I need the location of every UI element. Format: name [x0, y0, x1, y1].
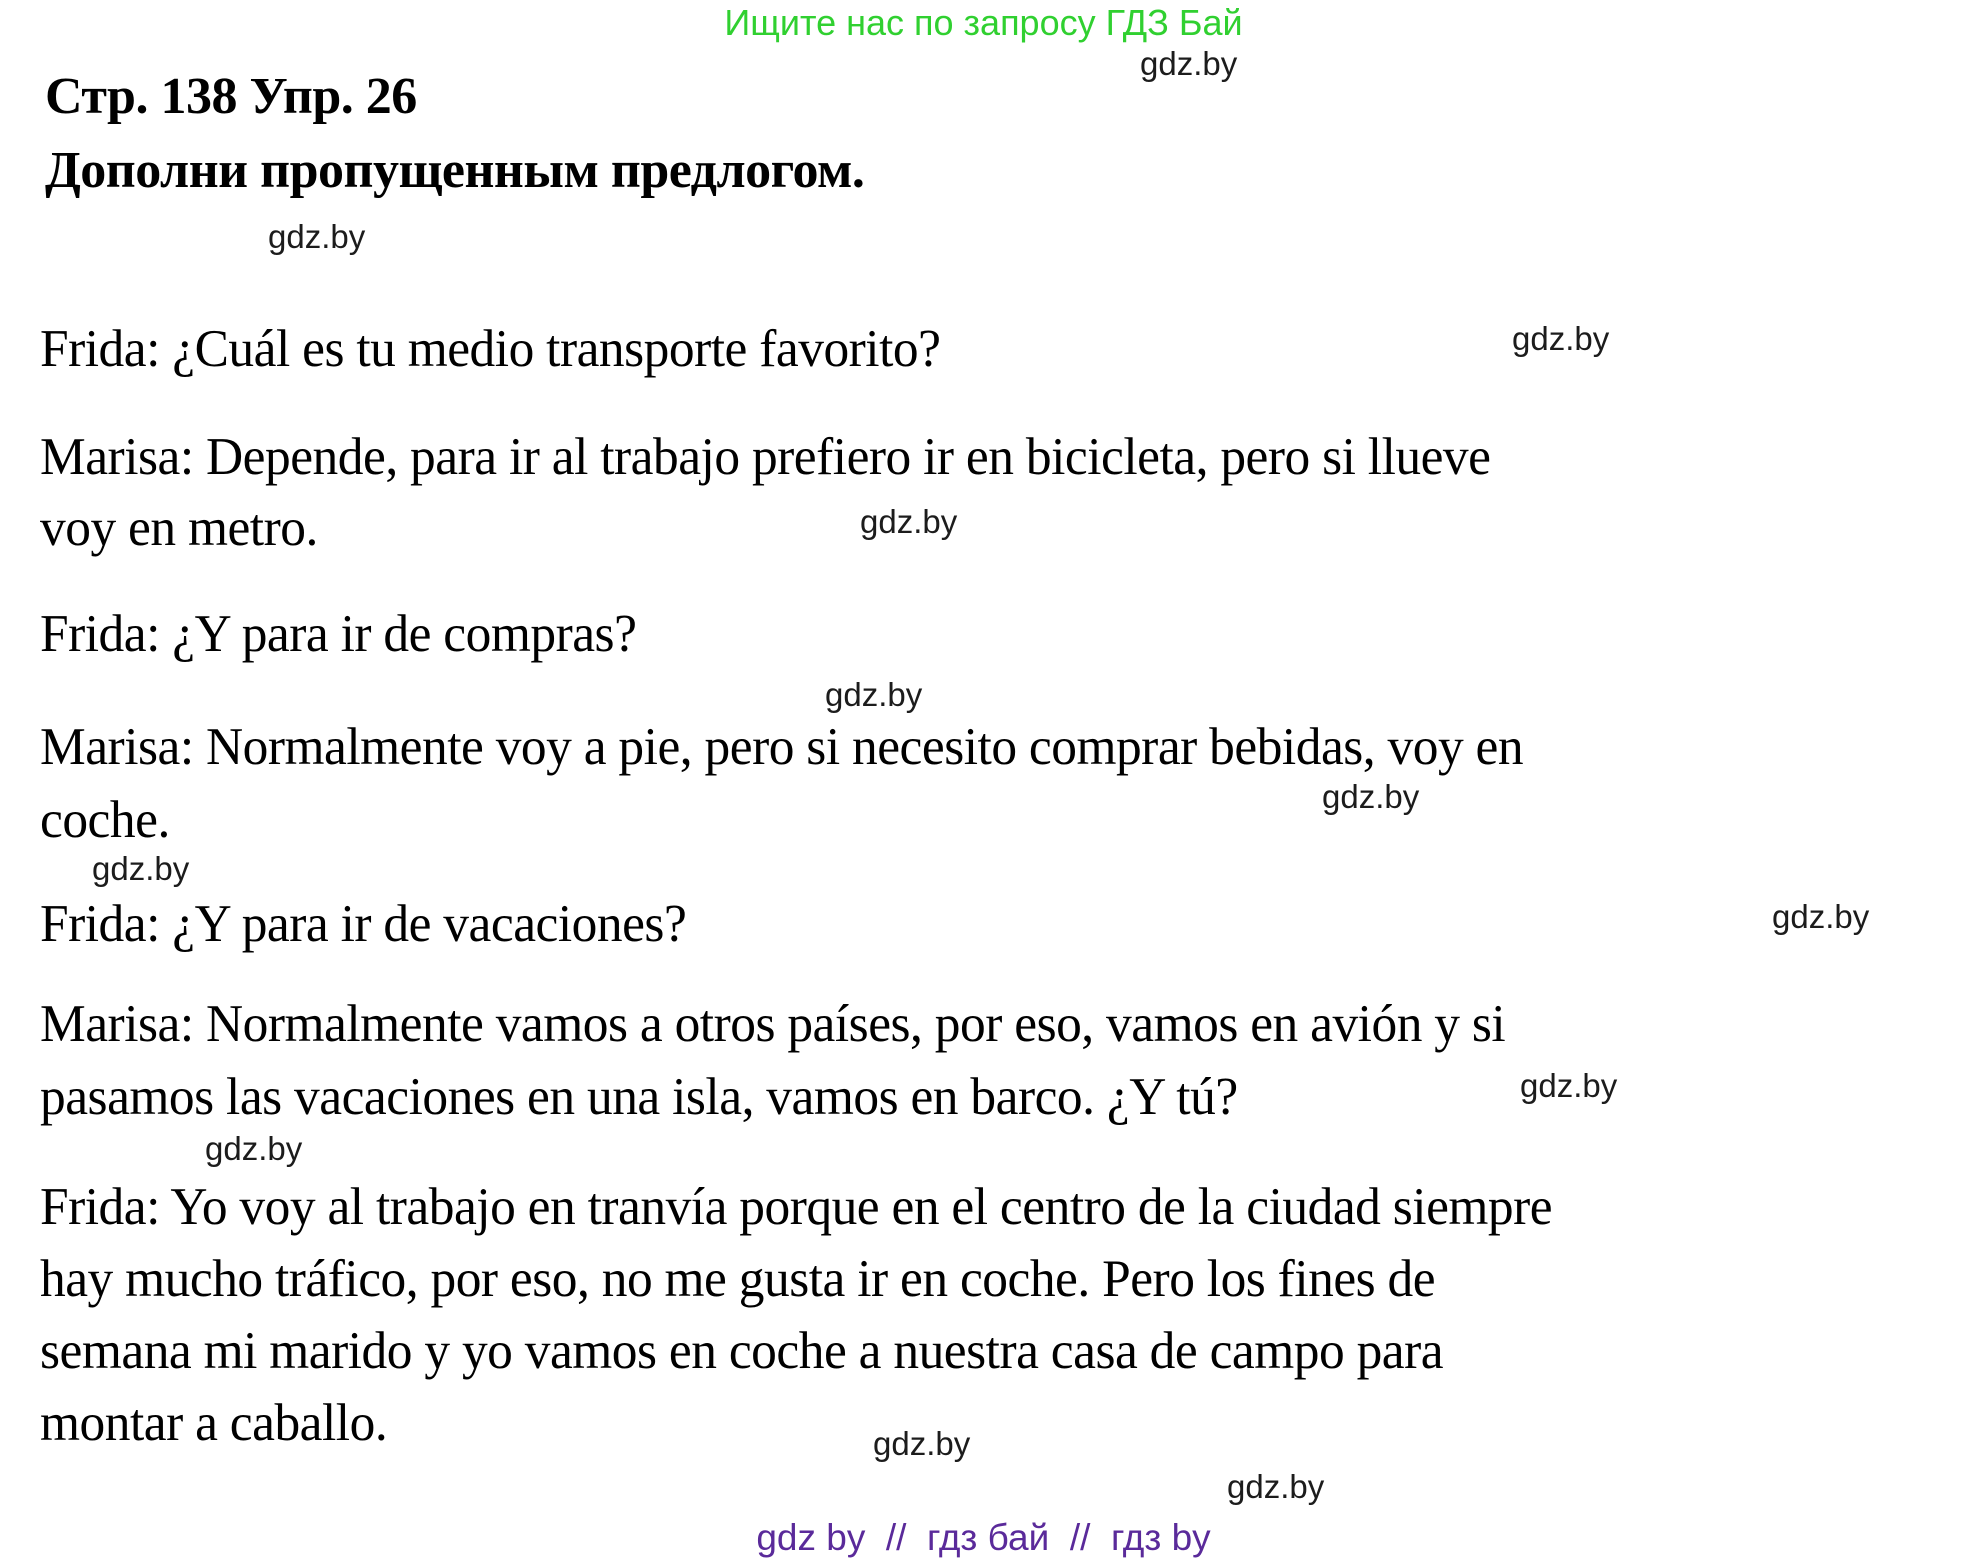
- dialogue-line-marisa-3a: Marisa: Normalmente vamos a otros países, por eso, vamos en avión y si: [40, 995, 1506, 1053]
- dialogue-line-frida-4d: montar a caballo.: [40, 1394, 388, 1452]
- gdz-watermark: gdz.by: [860, 503, 958, 540]
- gdz-watermark: gdz.by: [1772, 898, 1870, 935]
- dialogue-line-frida-4c: semana mi marido y yo vamos en coche a nuestra casa de campo para: [40, 1322, 1444, 1380]
- dialogue-line-frida-2: Frida: ¿Y para ir de compras?: [40, 605, 637, 663]
- gdz-watermark: gdz.by: [205, 1130, 303, 1167]
- dialogue-line-marisa-2b: coche.: [40, 791, 170, 849]
- gdz-watermark: gdz.by: [92, 850, 190, 887]
- dialogue-line-marisa-1b: voy en metro.: [40, 499, 318, 557]
- gdz-watermark: gdz.by: [268, 218, 366, 255]
- dialogue-line-frida-3: Frida: ¿Y para ir de vacaciones?: [40, 895, 687, 953]
- dialogue-line-marisa-1a: Marisa: Depende, para ir al trabajo prefiero ir en bicicleta, pero si llueve: [40, 428, 1491, 486]
- gdz-watermark: gdz.by: [873, 1425, 971, 1462]
- page-title: Стр. 138 Упр. 26: [45, 68, 417, 125]
- promo-banner: Ищите нас по запросу ГДЗ Бай: [724, 2, 1243, 43]
- dialogue-line-frida-4a: Frida: Yo voy al trabajo en tranvía porque en el centro de la ciudad siempre: [40, 1178, 1553, 1236]
- dialogue-line-frida-4b: hay mucho tráfico, por eso, no me gusta ir en coche. Pero los fines de: [40, 1250, 1436, 1308]
- dialogue-line-marisa-2a: Marisa: Normalmente voy a pie, pero si necesito comprar bebidas, voy en: [40, 718, 1524, 776]
- gdz-watermark: gdz.by: [1520, 1067, 1618, 1104]
- gdz-watermark: gdz.by: [1512, 320, 1610, 357]
- exercise-instruction: Дополни пропущенным предлогом.: [45, 142, 865, 199]
- gdz-watermark: gdz.by: [1322, 778, 1420, 815]
- gdz-watermark: gdz.by: [1140, 45, 1238, 82]
- dialogue-line-marisa-3b: pasamos las vacaciones en una isla, vamos en barco. ¿Y tú?: [40, 1068, 1238, 1126]
- footer-links[interactable]: gdz by // гдз бай // гдз by: [756, 1517, 1211, 1558]
- gdz-watermark: gdz.by: [1227, 1468, 1325, 1505]
- dialogue-line-frida-1: Frida: ¿Cuál es tu medio transporte favorito?: [40, 320, 941, 378]
- gdz-watermark: gdz.by: [825, 676, 923, 713]
